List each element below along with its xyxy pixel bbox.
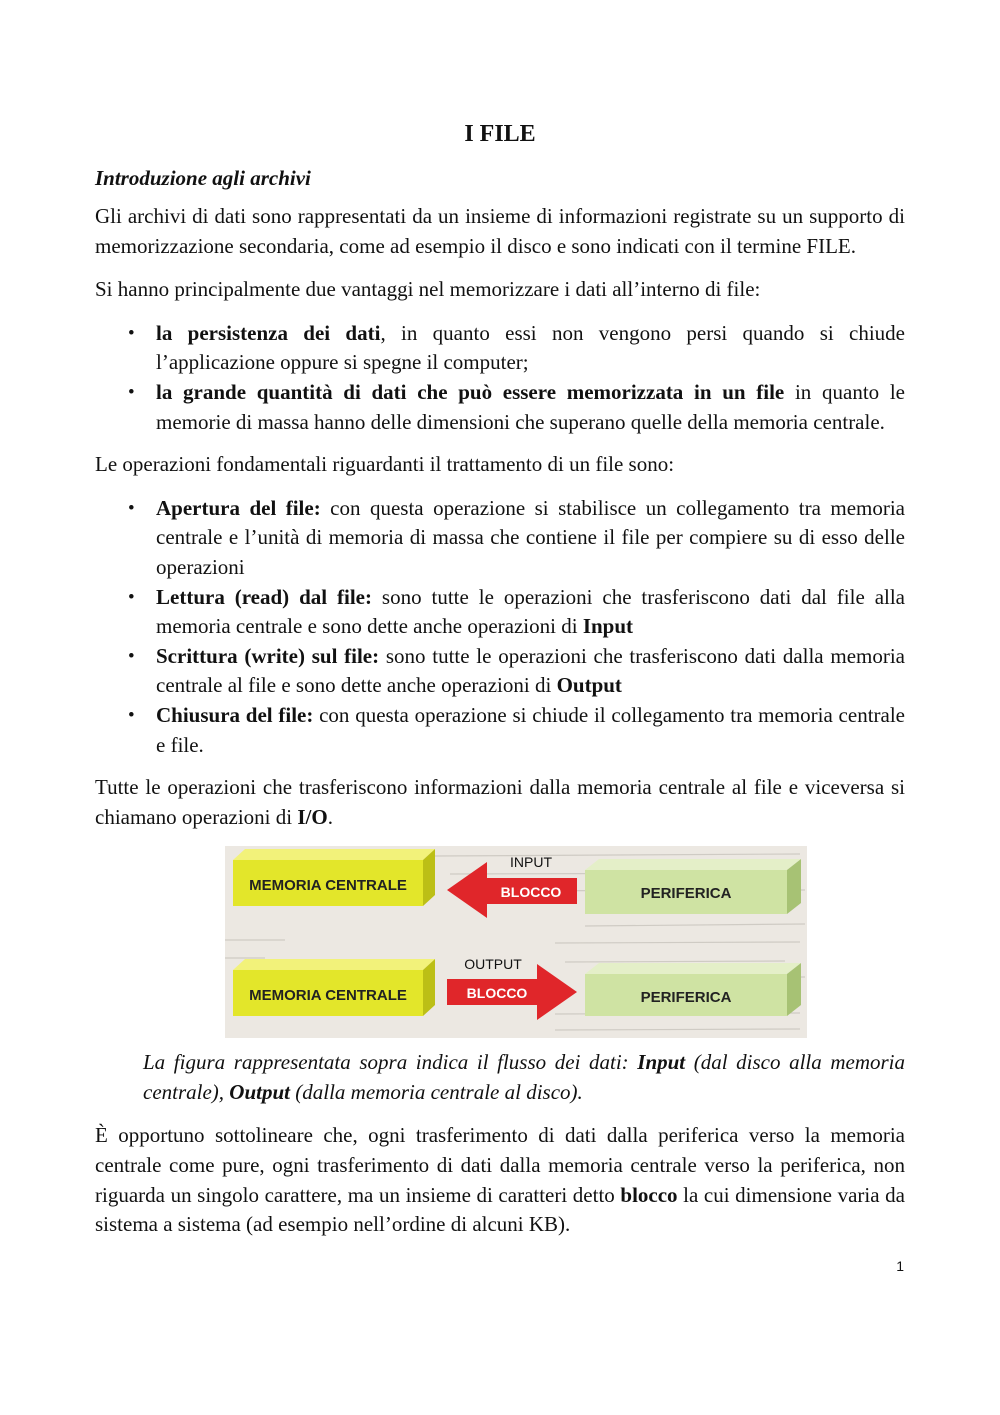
io-text: Tutte le operazioni che trasferiscono informazioni dalla memoria centrale al file e viceversa si chiamano operazioni di [95,775,905,829]
operation-term: Chiusura del file: [156,702,314,727]
operation-term: Scrittura (write) sul file: [156,643,380,668]
output-flow-label: OUTPUT [464,956,522,973]
advantage-text: in quanto le memorie di massa hanno delle dimensioni che superano quelle della memoria centrale. [156,379,905,434]
intro-paragraph: Gli archivi di dati sono rappresentati da un insieme di informazioni registrate su un supporto di memorizzazione secondaria, come ad esempio il disco e sono indicati con il termine FILE. [95,204,905,258]
advantages-intro: Si hanno principalmente due vantaggi nel memorizzare i dati all’interno di file: [95,277,761,302]
section-heading: Introduzione agli archivi [95,166,311,190]
memory-label-bottom: MEMORIA CENTRALE [249,987,407,1005]
page-number: 1 [896,1258,904,1274]
figure-caption [143,1048,905,1107]
io-flow-figure [225,846,807,1038]
memory-box-top-face [233,849,435,860]
page-content [95,116,905,1240]
operation-term: Lettura (read) dal file: [156,584,372,609]
block-keyword: blocco [620,1182,678,1207]
operation-text: con questa operazione si stabilisce un collegamento tra memoria centrale e l’unità di memoria di massa che contiene il file per compiere su di esso delle operazioni [156,495,906,579]
caption-text: La figura rappresentata sopra indica il flusso dei dati: [143,1050,638,1075]
peripheral-label-bottom: PERIFERICA [640,989,732,1007]
advantage-term: la persistenza dei dati [156,320,381,345]
operations-intro: Le operazioni fondamentali riguardanti il trattamento di un file sono: [95,452,675,477]
bullet-icon: • [128,381,135,403]
list-item [128,378,905,437]
bullet-icon: • [128,645,135,667]
caption-text: (dalla memoria centrale al disco). [290,1079,583,1104]
input-flow-label: INPUT [510,854,552,871]
io-keyword: I/O [297,804,328,829]
input-arrow-label: BLOCCO [500,884,562,901]
caption-output-keyword: Output [229,1079,290,1104]
list-item [128,642,905,701]
advantage-text: , in quanto essi non vengono persi quando si chiude l’applicazione oppure si spegne il computer; [156,320,905,375]
memory-box-bottom-face [233,959,435,970]
list-item [128,583,906,642]
block-paragraph [95,1121,905,1239]
operation-text: sono tutte le operazioni che trasferiscono dati dal file alla memoria centrale e sono dette anche operazioni di [156,584,906,639]
bullet-icon: • [128,704,135,726]
memory-label-top: MEMORIA CENTRALE [249,877,407,895]
operation-keyword: Output [556,673,622,698]
final-section [95,1121,905,1239]
bullet-icon: • [128,322,135,344]
bullet-icon: • [128,497,135,519]
caption-text: (dal disco alla memoria centrale), [143,1050,906,1104]
peripheral-label-top: PERIFERICA [640,885,732,903]
block-text: È opportuno sottolineare che, ogni trasferimento di dati dalla periferica verso la memoria centrale come pure, ogni trasferimento di dati dalla memoria centrale verso la periferica, non riguarda un singolo carattere, ma un insieme di caratteri detto [95,1123,905,1207]
operation-text: con questa operazione si chiude il collegamento tra memoria centrale e file. [156,702,905,757]
output-arrow-label: BLOCCO [466,985,528,1002]
peripheral-box-bottom-face [585,963,801,974]
block-end: la cui dimensione varia da sistema a sistema (ad esempio nell’ordine di alcuni KB). [95,1182,905,1237]
page-title: I FILE [464,121,536,147]
io-end: . [327,804,333,829]
operations-list [95,494,905,760]
io-flow-diagram [225,846,807,1038]
caption-input-keyword: Input [637,1050,686,1075]
io-paragraph [95,773,905,832]
advantages-list [95,319,905,437]
peripheral-box-top-face [585,859,801,870]
operation-text: sono tutte le operazioni che trasferiscono dati dalla memoria centrale al file e sono dette anche operazioni di [156,643,905,698]
bullet-icon: • [128,586,135,608]
operation-keyword: Input [582,614,634,639]
list-item [128,701,905,760]
list-item [128,319,905,378]
advantage-term: la grande quantità di dati che può essere memorizzata in un file [156,379,785,404]
list-item [128,494,906,583]
operation-term: Apertura del file: [156,495,321,520]
